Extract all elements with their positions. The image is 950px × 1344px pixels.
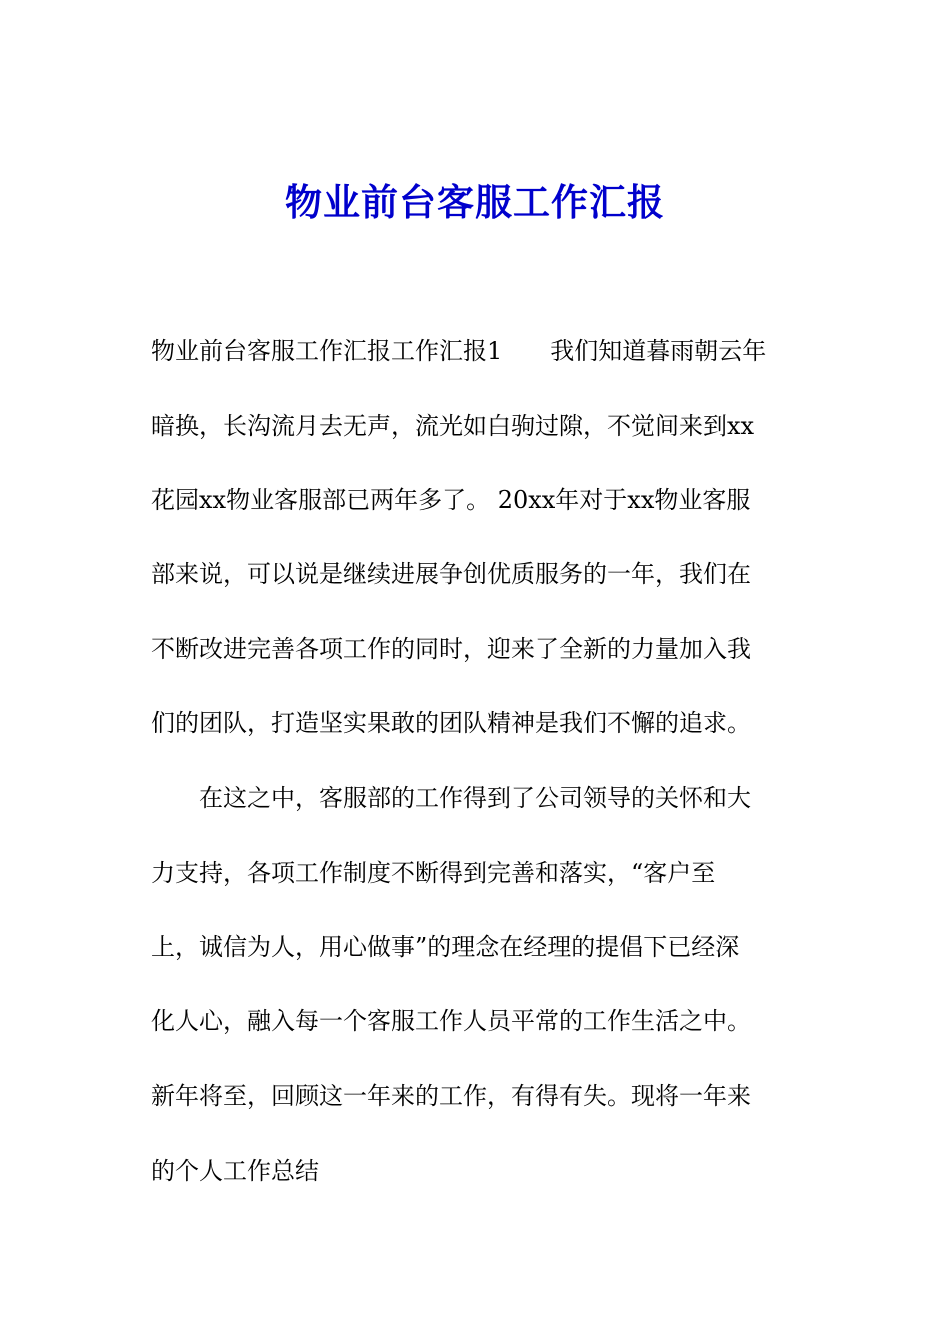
body-line-7: 在这之中，客服部的工作得到了公司领导的关怀和大 [151,784,751,812]
body-line-10: 化人心，融入每一个客服工作人员平常的工作生活之中。 [151,1007,751,1035]
body-line-12: 的个人工作总结 [151,1157,319,1185]
body-line-4: 部来说，可以说是继续进展争创优质服务的一年，我们在 [151,560,751,588]
body-line-5: 不断改进完善各项工作的同时，迎来了全新的力量加入我 [151,635,751,663]
body-line-6: 们的团队，打造坚实果敢的团队精神是我们不懈的追求。 [151,709,751,737]
body-line-1: 物业前台客服工作汇报工作汇报1 我们知道暮雨朝云年 [151,337,767,365]
body-line-2: 暗换，长沟流月去无声，流光如白驹过隙，不觉间来到xx [151,412,755,440]
document-title: 物业前台客服工作汇报 [285,180,665,224]
body-line-11: 新年将至，回顾这一年来的工作，有得有失。现将一年来 [151,1082,751,1110]
body-line-9: 上，诚信为人，用心做事”的理念在经理的提倡下已经深 [151,933,740,961]
body-line-3: 花园xx物业客服部已两年多了。 20xx年对于xx物业客服 [151,486,751,514]
body-line-8: 力支持，各项工作制度不断得到完善和落实，“客户至 [151,859,716,887]
